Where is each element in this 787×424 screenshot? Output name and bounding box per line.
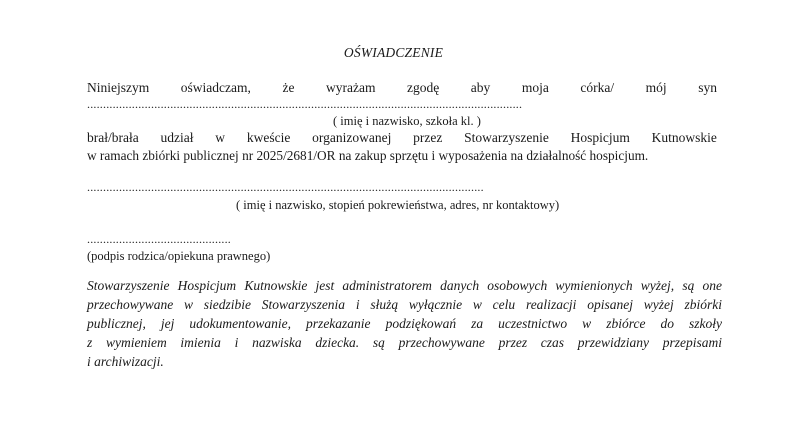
statement-word: syn — [698, 80, 717, 95]
statement-word: córka/ — [580, 80, 615, 95]
notice-line: z wymieniem imienia i nazwiska dziecka. są przechowywane przez czas przewidziany przepisami — [87, 335, 722, 350]
notice-line: publicznej, jej udokumentowanie, przekazanie podziękowań za uczestnictwo w zbiórce do szkoły — [87, 316, 722, 331]
statement-word: organizowanej — [312, 130, 392, 145]
statement-word: brał/brała — [87, 130, 139, 145]
data-protection-notice — [87, 276, 722, 371]
statement-word: moja — [521, 80, 549, 95]
statement-word: kweście — [246, 130, 291, 145]
child-name-field[interactable]: ........................................................................................................................................ — [87, 97, 523, 111]
child-field-caption: ( imię i nazwisko, szkoła kl. ) — [333, 114, 481, 128]
statement-word: aby — [470, 80, 491, 95]
statement-word: oświadczam, — [180, 80, 251, 95]
parent-field-caption: ( imię i nazwisko, stopień pokrewieństwa, adres, nr kontaktowy) — [236, 198, 560, 212]
parent-details-field[interactable]: ............................................................................................................................ — [87, 180, 484, 194]
statement-line-1 — [87, 80, 717, 96]
notice-line: i archiwizacji. — [87, 354, 164, 369]
statement-line-2 — [87, 130, 717, 146]
statement-word: udział — [160, 130, 194, 145]
notice-line: Stowarzyszenie Hospicjum Kutnowskie jest administratorem danych osobowych wymienionych wyżej, są one — [87, 278, 722, 293]
statement-word: Niniejszym — [87, 80, 150, 95]
statement-word: Hospicjum — [570, 130, 630, 145]
statement-line-3: w ramach zbiórki publicznej nr 2025/2681/OR na zakup sprzętu i wyposażenia na działalność hospicjum. — [87, 148, 649, 163]
signature-caption: (podpis rodzica/opiekuna prawnego) — [87, 249, 271, 263]
statement-word: Kutnowskie — [651, 130, 717, 145]
statement-word: wyrażam — [325, 80, 376, 95]
statement-word: Stowarzyszenie — [464, 130, 549, 145]
statement-word: mój — [645, 80, 667, 95]
document-title: OŚWIADCZENIE — [343, 45, 444, 60]
statement-word: przez — [413, 130, 443, 145]
statement-word: zgodę — [407, 80, 440, 95]
statement-word: że — [282, 80, 295, 95]
statement-word: w — [215, 130, 226, 145]
signature-field[interactable]: ............................................. — [87, 232, 231, 246]
notice-line: przechowywane w siedzibie Stowarzyszenia i służą wyłącznie w celu realizacji opisanej wyżej zbiórki — [87, 297, 722, 312]
